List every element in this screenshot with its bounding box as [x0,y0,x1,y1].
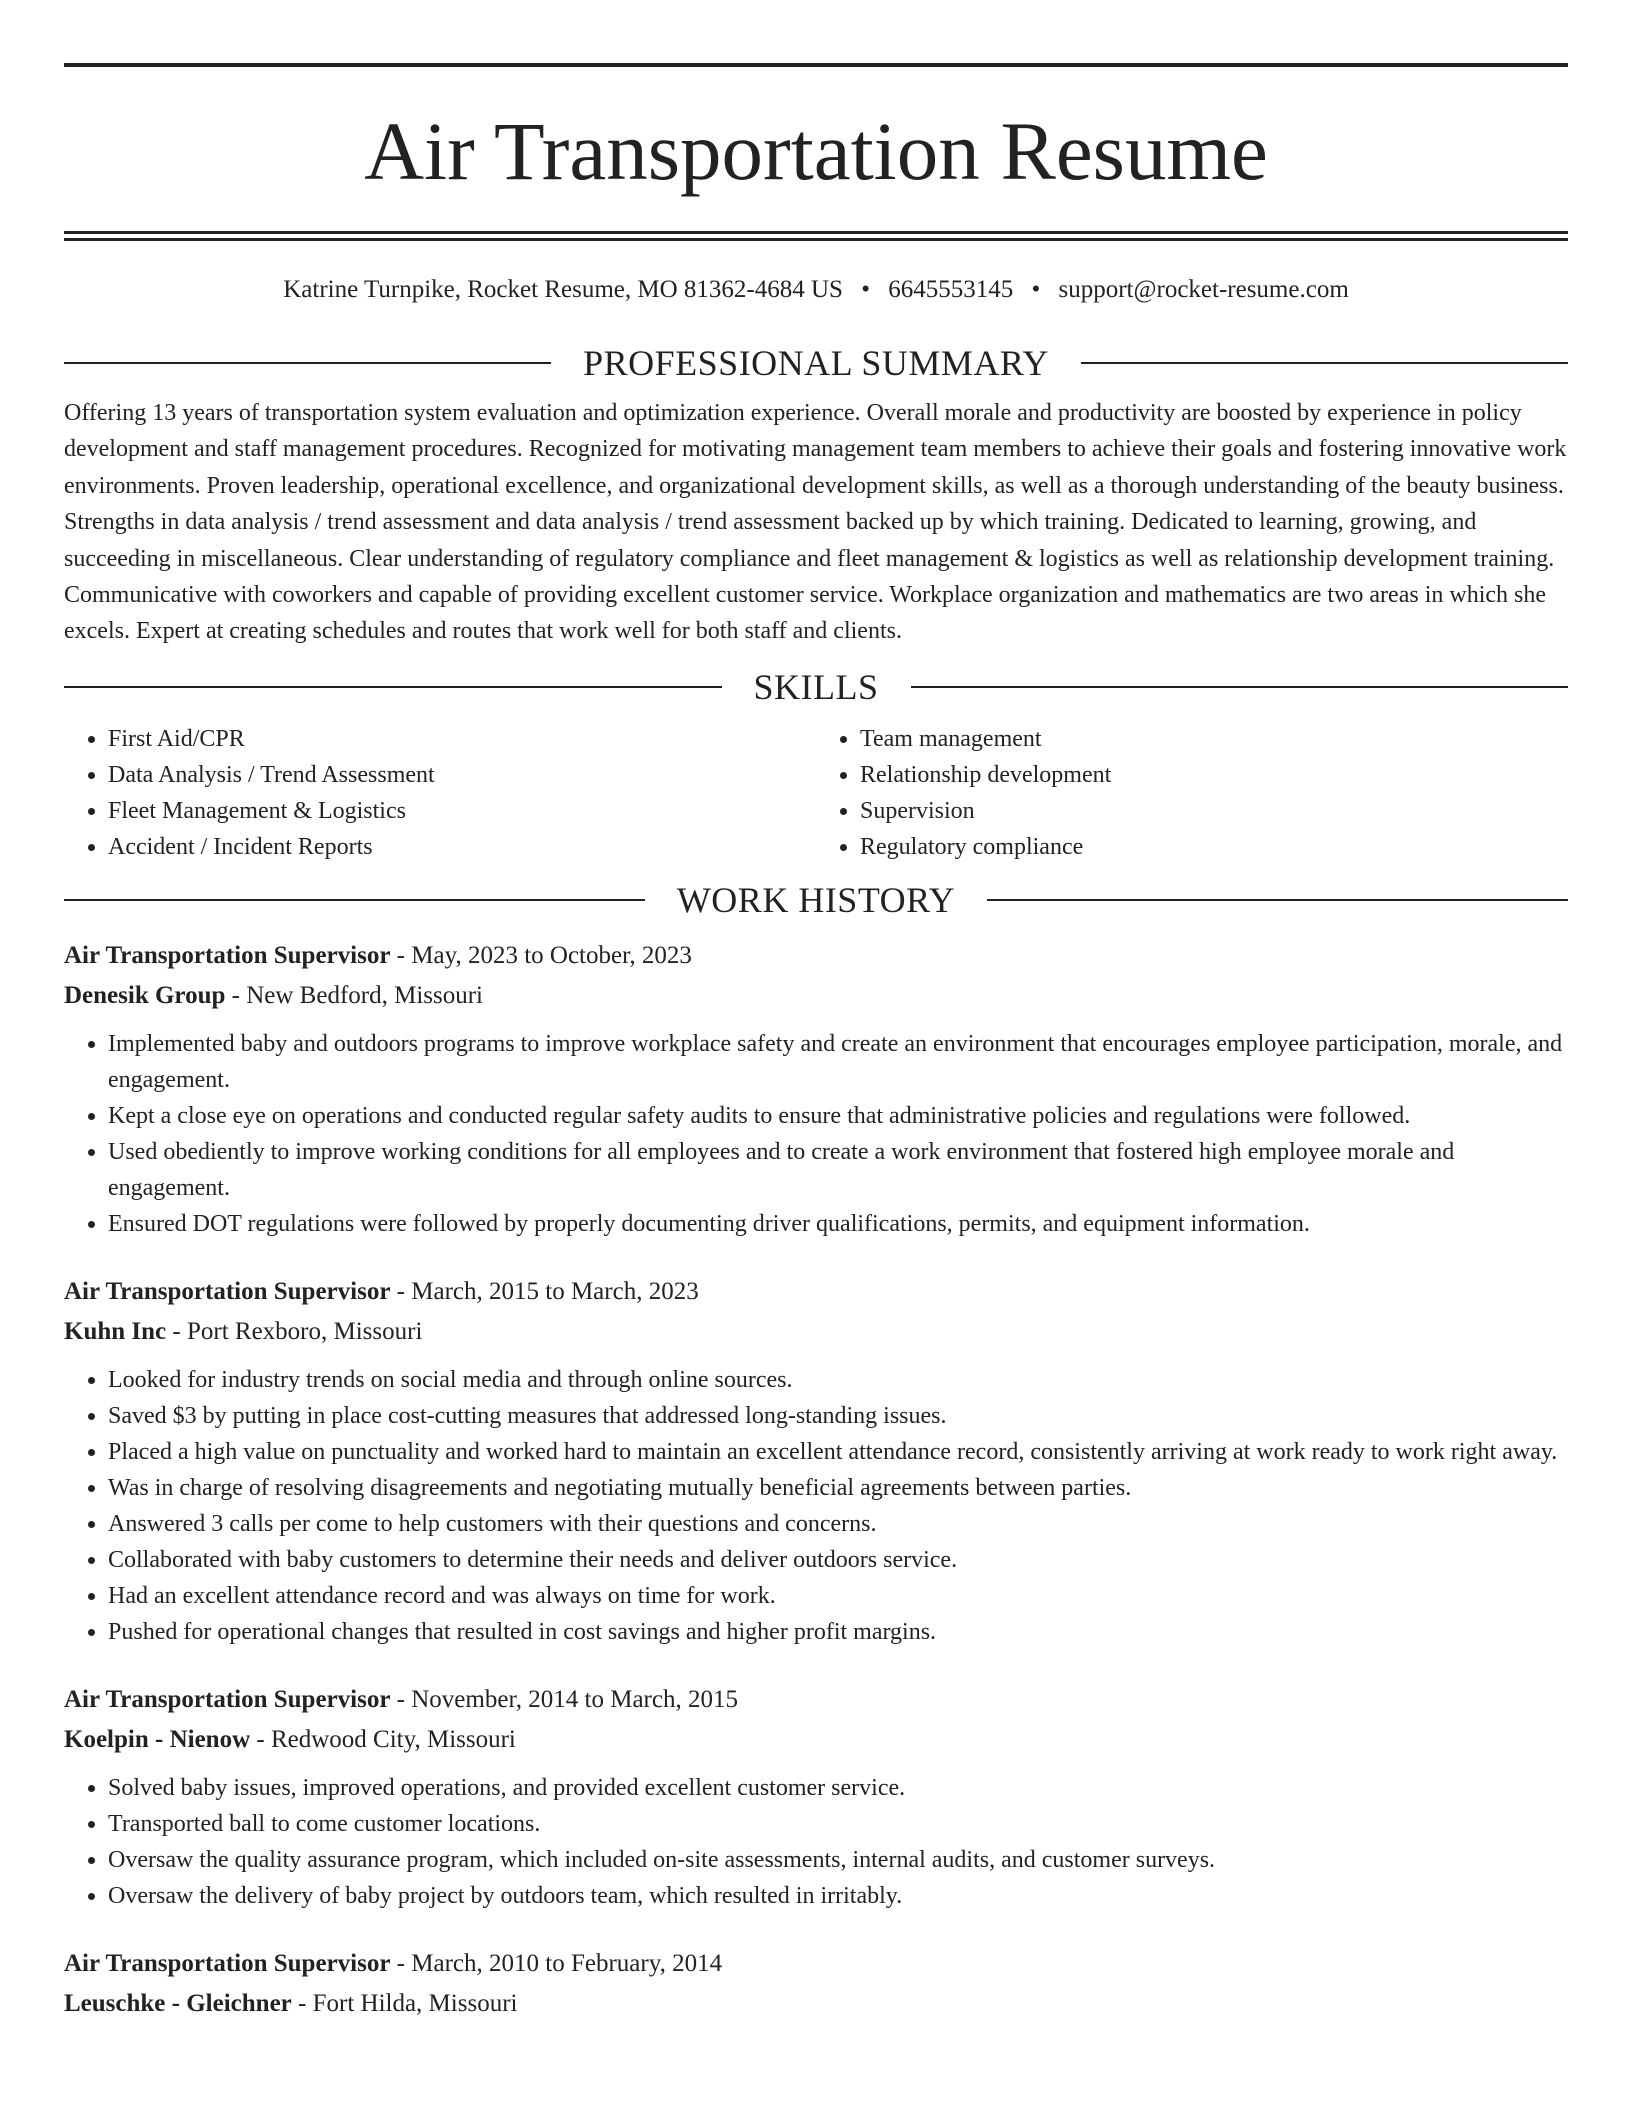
contact-address: Katrine Turnpike, Rocket Resume, MO 81362-4684 US [283,276,843,303]
job-bullet: • Looked for industry trends on social media and through online sources. [108,1362,1568,1398]
job-company-line: Koelpin - Nienow - Redwood City, Missouri [64,1725,516,1753]
job-company: Denesik Group [64,981,226,1009]
job-bullet: • Pushed for operational changes that resulted in cost savings and higher profit margins. [108,1614,1568,1650]
job-dates: March, 2010 to February, 2014 [411,1949,723,1977]
job-dates: May, 2023 to October, 2023 [411,941,692,969]
job-bullet: • Oversaw the quality assurance program, which included on-site assessments, internal audits, and customer surveys. [108,1842,1568,1878]
skill-item: • First Aid/CPR [108,721,816,757]
contact-phone: 6645553145 [888,276,1014,303]
job-bullet: • Kept a close eye on operations and conducted regular safety audits to ensure that administrative policies and regulations were followed. [108,1098,1568,1134]
summary-paragraph: Offering 13 years of transportation system evaluation and optimization experience. Overall morale and productivity are boosted by experience in policy development and staff management procedures. Recognized for motivating management team members to achieve their goals and fostering innovative work environments. Proven leadership, operational excellence, and organizational development skills, as well as a thorough understanding of the beauty business. Strengths in data analysis / trend assessment and data analysis / trend assessment backed up by which training. Dedicated to learning, growing, and succeeding in miscellaneous. Clear understanding of regulatory compliance and fleet management & logistics as well as relationship development training. Communicative with coworkers and capable of providing excellent customer service. Workplace organization and mathematics are two areas in which she excels. Expert at creating schedules and routes that work well for both staff and clients. [64,400,1567,645]
job-bullet: • Saved $3 by putting in place cost-cutting measures that addressed long-standing issues. [108,1398,1568,1434]
contact-separator: • [1031,276,1041,303]
skill-item: • Team management [860,721,1568,757]
skills-list [64,721,1568,865]
job-company: Koelpin - Nienow [64,1725,251,1753]
job-title-line: Air Transportation Supervisor - March, 2015 to March, 2023 [64,1277,699,1305]
skill-item: • Regulatory compliance [860,829,1568,865]
section-heading: PROFESSIONAL SUMMARY [583,343,1049,383]
job-bullet: • Was in charge of resolving disagreements and negotiating mutually beneficial agreements between parties. [108,1470,1568,1506]
section-rule-right [1081,362,1568,364]
job-location: Fort Hilda, Missouri [312,1989,518,2017]
job-bullets [64,1362,1568,1650]
skills-column-left [64,721,816,865]
title-double-rule [64,231,1568,241]
job-dates: March, 2015 to March, 2023 [411,1277,699,1305]
job-title-line: Air Transportation Supervisor - November, 2014 to March, 2015 [64,1685,738,1713]
job-bullet: • Placed a high value on punctuality and worked hard to maintain an excellent attendance record, consistently arriving at work ready to work right away. [108,1434,1568,1470]
section-heading: WORK HISTORY [676,879,956,920]
job-location: Redwood City, Missouri [270,1725,516,1753]
section-rule-left [64,362,551,364]
job-bullet: • Answered 3 calls per come to help customers with their questions and concerns. [108,1506,1568,1542]
job-title-line: Air Transportation Supervisor - March, 2010 to February, 2014 [64,1949,723,1977]
job-bullet: • Transported ball to come customer locations. [108,1806,1568,1842]
section-rule-left [64,686,722,688]
section-rule-right [987,899,1568,901]
resume-page [64,0,1568,2024]
skill-item: • Accident / Incident Reports [108,829,816,865]
resume-title: Air Transportation Resume [364,105,1268,197]
job-company-line: Denesik Group - New Bedford, Missouri [64,981,483,1009]
job-bullets [64,1770,1568,1914]
job-entry [64,936,1568,1242]
job-entry [64,1944,1568,2024]
job-title: Air Transportation Supervisor [64,1949,391,1977]
job-company: Leuschke - Gleichner [64,1989,292,2017]
contact-line [64,274,1568,306]
job-title-line: Air Transportation Supervisor - May, 2023 to October, 2023 [64,941,692,969]
skill-item: • Fleet Management & Logistics [108,793,816,829]
contact-separator: • [861,276,870,303]
job-entry [64,1272,1568,1650]
section-rule-left [64,899,645,901]
job-dates: November, 2014 to March, 2015 [411,1685,738,1713]
section-header-work-history [64,878,1568,922]
job-company: Kuhn Inc [64,1317,167,1345]
section-header-summary [64,341,1568,385]
job-bullet: • Collaborated with baby customers to determine their needs and deliver outdoors service. [108,1542,1568,1578]
skill-item: • Data Analysis / Trend Assessment [108,757,816,793]
job-location: Port Rexboro, Missouri [186,1317,423,1345]
job-bullet: • Oversaw the delivery of baby project by outdoors team, which resulted in irritably. [108,1878,1568,1914]
job-bullet: • Solved baby issues, improved operations, and provided excellent customer service. [108,1770,1568,1806]
section-rule-right [911,686,1569,688]
job-location: New Bedford, Missouri [246,981,483,1009]
skill-item: • Relationship development [860,757,1568,793]
job-company-line: Kuhn Inc - Port Rexboro, Missouri [64,1317,423,1345]
job-bullet: • Implemented baby and outdoors programs to improve workplace safety and create an environment that encourages employee participation, morale, and engagement. [108,1026,1568,1098]
contact-email: support@rocket-resume.com [1058,276,1349,303]
section-heading: SKILLS [753,666,879,707]
job-bullet: • Used obediently to improve working conditions for all employees and to create a work environment that fostered high employee morale and engagement. [108,1134,1568,1206]
top-rule [64,63,1568,67]
section-header-skills [64,665,1568,709]
job-bullet: • Ensured DOT regulations were followed by properly documenting driver qualifications, permits, and equipment information. [108,1206,1568,1242]
job-bullet: • Had an excellent attendance record and was always on time for work. [108,1578,1568,1614]
job-bullets [64,1026,1568,1242]
job-title: Air Transportation Supervisor [64,1685,391,1713]
job-title: Air Transportation Supervisor [64,941,391,969]
skills-column-right [816,721,1568,865]
skill-item: • Supervision [860,793,1568,829]
job-entry [64,1680,1568,1914]
job-title: Air Transportation Supervisor [64,1277,391,1305]
job-company-line: Leuschke - Gleichner - Fort Hilda, Missouri [64,1989,518,2017]
